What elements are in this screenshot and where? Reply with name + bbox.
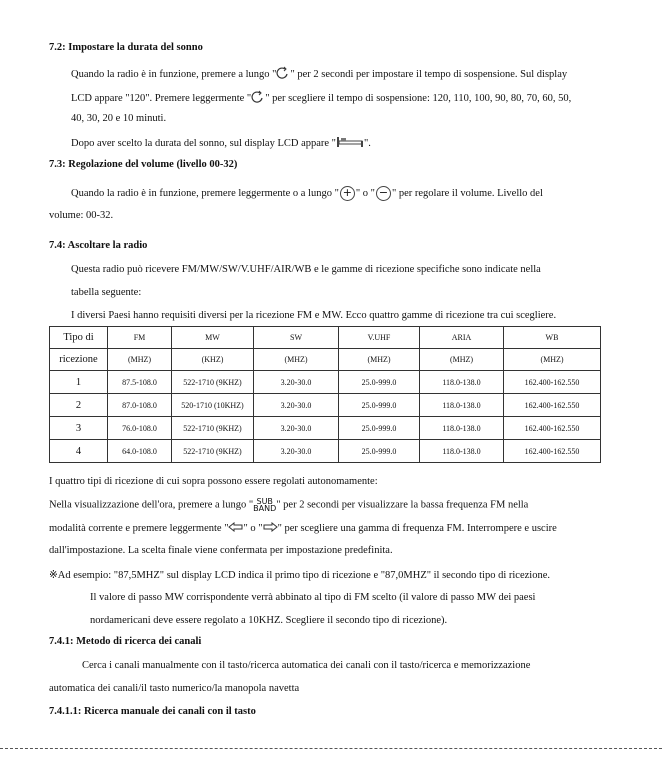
paragraph-line: Cerca i canali manualmente con il tasto/ricerca automatica dei canali con il tasto/ricerca e memorizzazione bbox=[82, 660, 531, 671]
text: modalità corrente e premere leggermente " bbox=[49, 522, 229, 534]
header-type: ricezione bbox=[50, 349, 108, 371]
header-unit: (MHZ) bbox=[108, 349, 172, 371]
text: " per regolare il volume. Livello del bbox=[391, 187, 543, 199]
table-cell: 3.20-30.0 bbox=[254, 417, 339, 440]
header-unit: (MHZ) bbox=[504, 349, 601, 371]
header-type: Tipo di bbox=[50, 327, 108, 349]
table-cell: 162.400-162.550 bbox=[504, 394, 601, 417]
heading-7-2: 7.2: Impostare la durata del sonno bbox=[49, 42, 203, 53]
table-cell: 4 bbox=[50, 440, 108, 463]
text: " per scegliere una gamma di frequenza FM. Interrompere e uscire bbox=[277, 522, 557, 534]
table-row bbox=[50, 417, 601, 440]
paragraph-line bbox=[71, 66, 567, 83]
table-cell: 3.20-30.0 bbox=[254, 394, 339, 417]
header-unit: (MHZ) bbox=[420, 349, 504, 371]
sub-band-bottom: BAND bbox=[253, 504, 277, 513]
table-cell: 25.0-999.0 bbox=[339, 440, 420, 463]
table-cell: 76.0-108.0 bbox=[108, 417, 172, 440]
sleep-icon bbox=[251, 90, 265, 107]
paragraph-line: I diversi Paesi hanno requisiti diversi per la ricezione FM e MW. Ecco quattro gamme di ricezione tra cui scegliere. bbox=[71, 310, 557, 321]
table-cell: 3.20-30.0 bbox=[254, 440, 339, 463]
table-cell: 522-1710 (9KHZ) bbox=[172, 371, 254, 394]
table-cell: 162.400-162.550 bbox=[504, 440, 601, 463]
table-cell: 2 bbox=[50, 394, 108, 417]
text: " o " bbox=[355, 187, 375, 199]
table-row bbox=[50, 394, 601, 417]
text: LCD appare "120". Premere leggermente " bbox=[71, 92, 252, 104]
table-header-row bbox=[50, 349, 601, 371]
paragraph-line bbox=[49, 498, 528, 512]
header-band: FM bbox=[108, 327, 172, 349]
heading-7-4-1-1: 7.4.1.1: Ricerca manuale dei canali con il tasto bbox=[49, 706, 256, 717]
table-row bbox=[50, 440, 601, 463]
header-unit: (MHZ) bbox=[254, 349, 339, 371]
paragraph-line: tabella seguente: bbox=[71, 287, 142, 298]
bed-icon bbox=[336, 136, 364, 151]
right-arrow-icon bbox=[263, 522, 278, 535]
header-unit: (KHZ) bbox=[172, 349, 254, 371]
paragraph-line: I quattro tipi di ricezione di cui sopra possono essere regolati autonomamente: bbox=[49, 476, 378, 487]
header-band: V.UHF bbox=[339, 327, 420, 349]
header-band: SW bbox=[254, 327, 339, 349]
table-cell: 87.5-108.0 bbox=[108, 371, 172, 394]
paragraph-line: automatica dei canali/il tasto numerico/la manopola navetta bbox=[49, 683, 300, 694]
table-cell: 522-1710 (9KHZ) bbox=[172, 417, 254, 440]
table-cell: 3.20-30.0 bbox=[254, 371, 339, 394]
table-cell: 1 bbox=[50, 371, 108, 394]
table-cell: 162.400-162.550 bbox=[504, 417, 601, 440]
table-header-row bbox=[50, 327, 601, 349]
sub-band-icon bbox=[253, 498, 276, 512]
sub-band-top: SUB bbox=[256, 497, 273, 506]
paragraph-line bbox=[71, 186, 543, 201]
sleep-icon bbox=[276, 66, 290, 83]
text: Nella visualizzazione dell'ora, premere a lungo " bbox=[49, 499, 254, 511]
header-unit: (MHZ) bbox=[339, 349, 420, 371]
minus-icon: − bbox=[376, 186, 391, 201]
page-bottom-divider bbox=[0, 748, 662, 749]
paragraph-line bbox=[49, 522, 557, 535]
paragraph-line: ※Ad esempio: "87,5MHZ" sul display LCD indica il primo tipo di ricezione e "87,0MHZ" il secondo tipo di ricezione. bbox=[49, 570, 550, 581]
text: " o " bbox=[243, 522, 263, 534]
text: Quando la radio è in funzione, premere leggermente o a lungo " bbox=[71, 187, 339, 199]
text: " per scegliere il tempo di sospensione: 120, 110, 100, 90, 80, 70, 60, 50, bbox=[265, 92, 572, 104]
paragraph-line: nordamericani deve essere regolato a 10KHZ. Scegliere il secondo tipo di ricezione). bbox=[90, 615, 448, 626]
table-cell: 87.0-108.0 bbox=[108, 394, 172, 417]
table-row bbox=[50, 371, 601, 394]
text: " per 2 secondi per visualizzare la bassa frequenza FM nella bbox=[276, 499, 529, 511]
left-arrow-icon bbox=[228, 522, 243, 535]
table-cell: 162.400-162.550 bbox=[504, 371, 601, 394]
table-cell: 520-1710 (10KHZ) bbox=[172, 394, 254, 417]
paragraph-line: Questa radio può ricevere FM/MW/SW/V.UHF/AIR/WB e le gamme di ricezione specifiche sono indicate nella bbox=[71, 264, 541, 275]
table-cell: 3 bbox=[50, 417, 108, 440]
reception-range-table bbox=[49, 326, 601, 463]
text: ". bbox=[363, 137, 371, 149]
table-cell: 118.0-138.0 bbox=[420, 371, 504, 394]
table-cell: 25.0-999.0 bbox=[339, 394, 420, 417]
heading-7-4: 7.4: Ascoltare la radio bbox=[49, 240, 148, 251]
paragraph-line: Il valore di passo MW corrispondente verrà abbinato al tipo di FM scelto (il valore di passo MW dei paesi bbox=[90, 592, 536, 603]
text: Quando la radio è in funzione, premere a lungo " bbox=[71, 68, 277, 80]
paragraph-line bbox=[71, 136, 371, 151]
plus-icon: + bbox=[340, 186, 355, 201]
table-cell: 118.0-138.0 bbox=[420, 394, 504, 417]
paragraph-line: dall'impostazione. La scelta finale viene confermata per impostazione predefinita. bbox=[49, 545, 393, 556]
table-cell: 522-1710 (9KHZ) bbox=[172, 440, 254, 463]
paragraph-line: 40, 30, 20 e 10 minuti. bbox=[71, 113, 167, 124]
header-band: WB bbox=[504, 327, 601, 349]
heading-7-3: 7.3: Regolazione del volume (livello 00-32) bbox=[49, 159, 238, 170]
paragraph-line bbox=[71, 90, 571, 107]
header-band: MW bbox=[172, 327, 254, 349]
header-band: ARIA bbox=[420, 327, 504, 349]
table-cell: 25.0-999.0 bbox=[339, 417, 420, 440]
table-cell: 118.0-138.0 bbox=[420, 417, 504, 440]
paragraph-line: volume: 00-32. bbox=[49, 210, 114, 221]
table-cell: 25.0-999.0 bbox=[339, 371, 420, 394]
table-cell: 64.0-108.0 bbox=[108, 440, 172, 463]
text: Dopo aver scelto la durata del sonno, sul display LCD appare " bbox=[71, 137, 336, 149]
text: " per 2 secondi per impostare il tempo di sospensione. Sul display bbox=[290, 68, 568, 80]
table-cell: 118.0-138.0 bbox=[420, 440, 504, 463]
heading-7-4-1: 7.4.1: Metodo di ricerca dei canali bbox=[49, 636, 202, 647]
